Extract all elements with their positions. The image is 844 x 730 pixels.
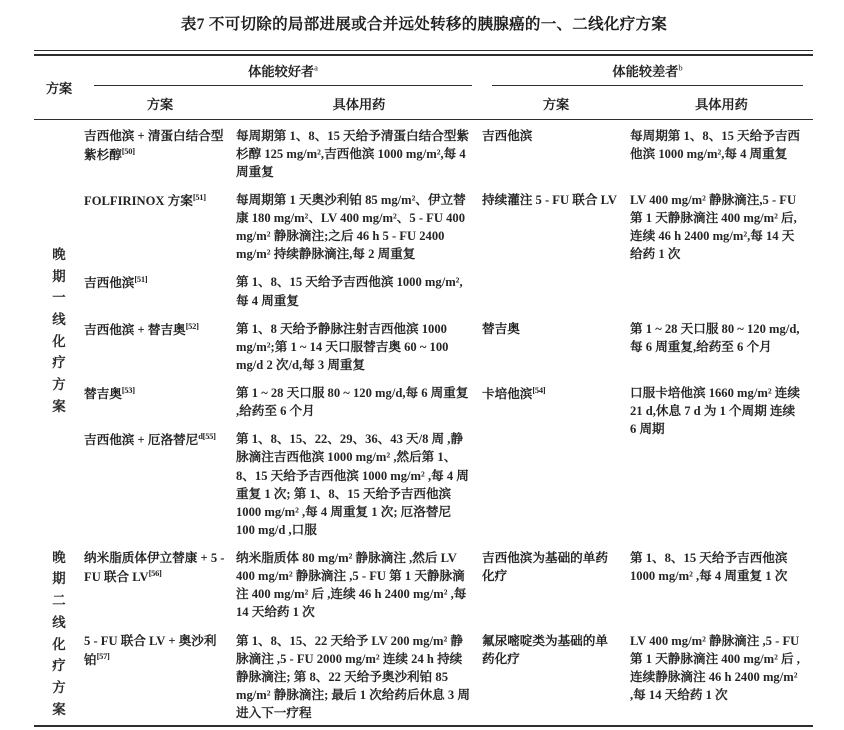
regimen-name-cell: 替吉奥 xyxy=(482,321,520,336)
regimen-name-cell: 吉西他滨 + 清蛋白结合型紫杉醇[50] xyxy=(84,128,224,162)
regimen-name-cell: 氟尿嘧啶类为基础的单药化疗 xyxy=(482,633,608,666)
reference-marker: [56] xyxy=(148,568,162,579)
reference-marker: [51] xyxy=(134,274,148,285)
reference-marker: [53] xyxy=(121,385,135,395)
footnote-marker-b: b xyxy=(678,62,683,73)
regimen-detail-cell: LV 400 mg/m² 静脉滴注,5 - FU 第 1 天静脉滴注 400 mg/m² 后,连续 46 h 2400 mg/m²,每 14 天给药 1 次 xyxy=(630,192,797,262)
header-good-drug: 具体用药 xyxy=(236,89,482,120)
reference-marker: [50] xyxy=(121,145,135,156)
table-row xyxy=(34,119,813,184)
reference-marker: d[55] xyxy=(198,431,216,442)
table-row xyxy=(34,542,813,625)
table-header xyxy=(34,55,813,120)
header-scheme: 方案 xyxy=(34,55,84,120)
regimen-detail-cell: 第 1 ~ 28 天口服 80 ~ 120 mg/d,每 6 周重复 ,给药至 6 个月 xyxy=(236,386,469,419)
header-group-poor-label: 体能较差者 xyxy=(612,63,679,79)
regimen-detail-cell: 纳米脂质体 80 mg/m² 静脉滴注 ,然后 LV 400 mg/m² 静脉滴注 ,5 - FU 第 1 天静脉滴注 400 mg/m² 后 ,连续 46 h 2400 mg/m² ,每 14 天给药 1 次 xyxy=(236,551,467,620)
header-group-good-label: 体能较好者 xyxy=(248,63,315,79)
section-label-first-line: 晚期一线化疗方案 xyxy=(52,246,66,414)
regimen-detail-cell: 第 1、8、15 天给予吉西他滨 1000 mg/m²,每 4 周重复 xyxy=(236,275,463,308)
footnote-marker-a: a xyxy=(314,62,318,73)
regimen-detail-cell: 口服卡培他滨 1660 mg/m² 连续 21 d,休息 7 d 为 1 个周期 连续 6 周期 xyxy=(630,386,800,437)
table-row xyxy=(34,313,813,377)
header-group-poor xyxy=(482,55,813,89)
regimen-detail-cell: 第 1、8、15、22 天给予 LV 200 mg/m² 静脉滴注 ,5 - FU 2000 mg/m² 连续 24 h 持续静脉滴注; 第 8、22 天给予奥沙利铂 85 mg/m² 静脉滴注; 最后 1 次给药后休息 3 周进入下一疗程 xyxy=(236,633,470,720)
table-body xyxy=(34,119,813,726)
reference-marker: [57] xyxy=(96,650,110,661)
table-container xyxy=(34,50,813,727)
regimen-detail-cell: LV 400 mg/m² 静脉滴注 ,5 - FU 第 1 天静脉滴注 400 mg/m² 后 ,连续静脉滴注 46 h 2400 mg/m² ,每 14 天给药 1 次 xyxy=(630,633,800,702)
table-row xyxy=(34,184,813,267)
header-group-good xyxy=(84,55,482,89)
regimen-name-cell: FOLFIRINOX 方案[51] xyxy=(84,191,206,209)
regimen-name-cell: 替吉奥[53] xyxy=(84,385,135,402)
section-label-second-line: 晚期二线化疗方案 xyxy=(52,549,66,717)
regimen-name-cell: 吉西他滨[51] xyxy=(84,274,148,291)
regimen-detail-cell: 第 1、8、15、22、29、36、43 天/8 周 ,静脉滴注吉西他滨 1000 mg/m² ,然后第 1、8、15 天给予吉西他滨 1000 mg/m² ,每 4 周重复 1 次; 第 1、8、15 天给予吉西他滨 1000 mg/m² ,每 4 周重复 1 次; 厄洛替尼 100 mg/d ,口服 xyxy=(236,432,469,537)
regimen-name-cell: 吉西他滨 + 替吉奥[52] xyxy=(84,320,199,337)
table-title: 表7 不可切除的局部进展或合并远处转移的胰腺癌的一、二线化疗方案 xyxy=(180,16,668,33)
reference-marker: [54] xyxy=(532,385,546,395)
regimen-name-cell: 吉西他滨 xyxy=(482,128,533,143)
regimen-detail-cell: 第 1 ~ 28 天口服 80 ~ 120 mg/d,每 6 周重复,给药至 6 个月 xyxy=(630,321,800,354)
regimen-name-cell: 5 - FU 联合 LV + 奥沙利铂[57] xyxy=(84,633,217,667)
header-poor-scheme: 方案 xyxy=(482,89,630,120)
regimen-detail-cell: 每周期第 1、8、15 天给予吉西他滨 1000 mg/m²,每 4 周重复 xyxy=(630,128,801,161)
regimen-detail-cell: 每周期第 1 天奥沙利铂 85 mg/m²、伊立替康 180 mg/m²、LV 400 mg/m²、5 - FU 400 mg/m² 静脉滴注;之后 46 h 5 - FU 2400 mg/m² 持续静脉滴注,每 2 周重复 xyxy=(236,192,466,262)
regimen-name-cell: 吉西他滨为基础的单药化疗 xyxy=(482,551,608,584)
regimen-name-cell: 持续灌注 5 - FU 联合 LV xyxy=(482,192,617,207)
regimen-name-cell: 卡培他滨[54] xyxy=(482,385,546,402)
table-row xyxy=(34,625,813,727)
regimen-detail-cell: 第 1、8、15 天给予吉西他滨 1000 mg/m² ,每 4 周重复 1 次 xyxy=(630,551,788,584)
regimen-detail-cell: 第 1、8 天给予静脉注射吉西他滨 1000 mg/m²;第 1 ~ 14 天口服替吉奥 60 ~ 100 mg/d 2 次/d,每 3 周重复 xyxy=(236,321,449,372)
regimen-name-cell: 吉西他滨 + 厄洛替尼$^{d[55]}$ xyxy=(84,431,216,448)
reference-marker: [52] xyxy=(185,320,199,331)
regimen-detail-cell: 每周期第 1、8、15 天给予清蛋白结合型紫杉醇 125 mg/m²,吉西他滨 1000 mg/m²,每 4 周重复 xyxy=(236,128,469,179)
chemo-regimen-table xyxy=(34,54,813,728)
reference-marker: [51] xyxy=(192,191,206,202)
header-poor-drug: 具体用药 xyxy=(630,89,813,120)
regimen-name-cell: 纳米脂质体伊立替康 + 5 - FU 联合 LV[56] xyxy=(84,551,225,585)
table-row xyxy=(34,377,813,423)
header-good-scheme: 方案 xyxy=(84,89,236,120)
